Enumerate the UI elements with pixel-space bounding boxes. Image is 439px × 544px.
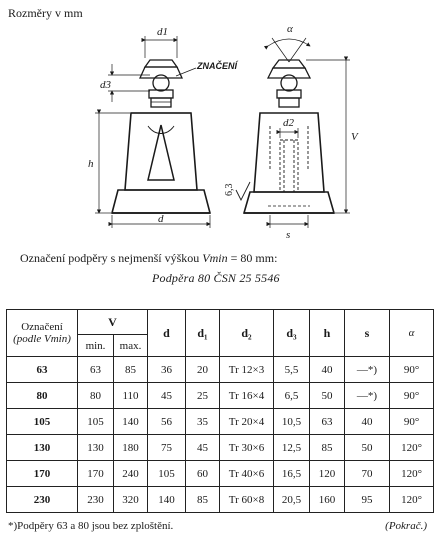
cell-vmax: 85 (114, 357, 148, 383)
col-V-max: max. (114, 335, 148, 357)
cell-s: 40 (345, 409, 390, 435)
label-marking: ZNAČENÍ (197, 61, 237, 71)
col-designation (7, 310, 78, 357)
footnote: *)Podpěry 63 a 80 jsou bez zploštění. (8, 520, 174, 532)
cell-d1: 45 (186, 435, 220, 461)
label-s: s (286, 229, 291, 241)
table-row (7, 435, 434, 461)
cell-des: 105 (7, 409, 78, 435)
cell-vmax: 240 (114, 461, 148, 487)
cell-d: 56 (148, 409, 186, 435)
col-designation-sub: (podle Vmin) (13, 333, 71, 345)
cell-a: 90° (390, 357, 434, 383)
cell-a: 120° (390, 487, 434, 513)
cell-s: —*) (345, 357, 390, 383)
cell-s: 70 (345, 461, 390, 487)
label-h: h (88, 158, 94, 170)
cell-des: 63 (7, 357, 78, 383)
cell-d1: 60 (186, 461, 220, 487)
table-row (7, 461, 434, 487)
dimension-table (6, 309, 434, 513)
front-view (112, 60, 210, 213)
col-designation-label: Označení (21, 321, 63, 333)
cell-d2: Tr 40×6 (220, 461, 274, 487)
col-d2: d₂ (220, 310, 274, 357)
cell-d3: 10,5 (274, 409, 310, 435)
label-d3: d3 (100, 79, 111, 91)
label-d2: d2 (283, 117, 294, 129)
col-h: h (310, 310, 345, 357)
cell-vmin: 170 (78, 461, 114, 487)
cell-vmin: 230 (78, 487, 114, 513)
cell-d: 45 (148, 383, 186, 409)
cell-a: 90° (390, 383, 434, 409)
table-row (7, 409, 434, 435)
cell-s: 50 (345, 435, 390, 461)
technical-drawing (0, 20, 439, 242)
cell-d2: Tr 16×4 (220, 383, 274, 409)
designation-value: = 80 mm: (230, 251, 278, 265)
label-roughness: 6,3 (224, 183, 235, 196)
cell-d1: 20 (186, 357, 220, 383)
cell-s: —*) (345, 383, 390, 409)
col-d: d (148, 310, 186, 357)
cell-des: 80 (7, 383, 78, 409)
cell-d3: 16,5 (274, 461, 310, 487)
cell-a: 120° (390, 435, 434, 461)
cell-vmin: 80 (78, 383, 114, 409)
designation-example: Podpěra 80 ČSN 25 5546 (152, 271, 280, 285)
table-row (7, 357, 434, 383)
cell-vmax: 140 (114, 409, 148, 435)
designation-intro: Označení podpěry s nejmenší výškou (20, 251, 200, 265)
cell-a: 120° (390, 461, 434, 487)
cell-d1: 85 (186, 487, 220, 513)
cell-a: 90° (390, 409, 434, 435)
cell-s: 95 (345, 487, 390, 513)
cell-des: 170 (7, 461, 78, 487)
cell-d2: Tr 20×4 (220, 409, 274, 435)
label-d: d (158, 213, 164, 225)
cell-des: 230 (7, 487, 78, 513)
cell-h: 50 (310, 383, 345, 409)
cell-vmin: 63 (78, 357, 114, 383)
cell-vmax: 320 (114, 487, 148, 513)
table-row (7, 383, 434, 409)
cell-d2: Tr 12×3 (220, 357, 274, 383)
cell-d: 75 (148, 435, 186, 461)
designation-sentence (20, 251, 277, 266)
col-V: V (78, 310, 148, 335)
cell-d3: 6,5 (274, 383, 310, 409)
cell-d: 36 (148, 357, 186, 383)
cell-h: 63 (310, 409, 345, 435)
side-section-view (244, 60, 334, 213)
cell-vmax: 110 (114, 383, 148, 409)
cell-d1: 35 (186, 409, 220, 435)
cell-d3: 20,5 (274, 487, 310, 513)
col-d3: d₃ (274, 310, 310, 357)
table-row (7, 487, 434, 513)
col-V-min: min. (78, 335, 114, 357)
label-alpha: α (287, 23, 293, 35)
designation-var: Vmin (202, 251, 228, 265)
label-V: V (351, 131, 358, 143)
cell-d2: Tr 30×6 (220, 435, 274, 461)
cell-d3: 12,5 (274, 435, 310, 461)
cell-d: 140 (148, 487, 186, 513)
units-note: Rozměry v mm (8, 6, 83, 20)
label-d1: d1 (157, 26, 168, 38)
cell-vmax: 180 (114, 435, 148, 461)
cell-h: 160 (310, 487, 345, 513)
cell-d: 105 (148, 461, 186, 487)
col-s: s (345, 310, 390, 357)
continued-note: (Pokrač.) (385, 520, 427, 532)
col-d1: d₁ (186, 310, 220, 357)
cell-d3: 5,5 (274, 357, 310, 383)
cell-d2: Tr 60×8 (220, 487, 274, 513)
cell-d1: 25 (186, 383, 220, 409)
cell-vmin: 105 (78, 409, 114, 435)
cell-vmin: 130 (78, 435, 114, 461)
cell-des: 130 (7, 435, 78, 461)
cell-h: 40 (310, 357, 345, 383)
cell-h: 120 (310, 461, 345, 487)
col-alpha: α (390, 310, 434, 357)
cell-h: 85 (310, 435, 345, 461)
